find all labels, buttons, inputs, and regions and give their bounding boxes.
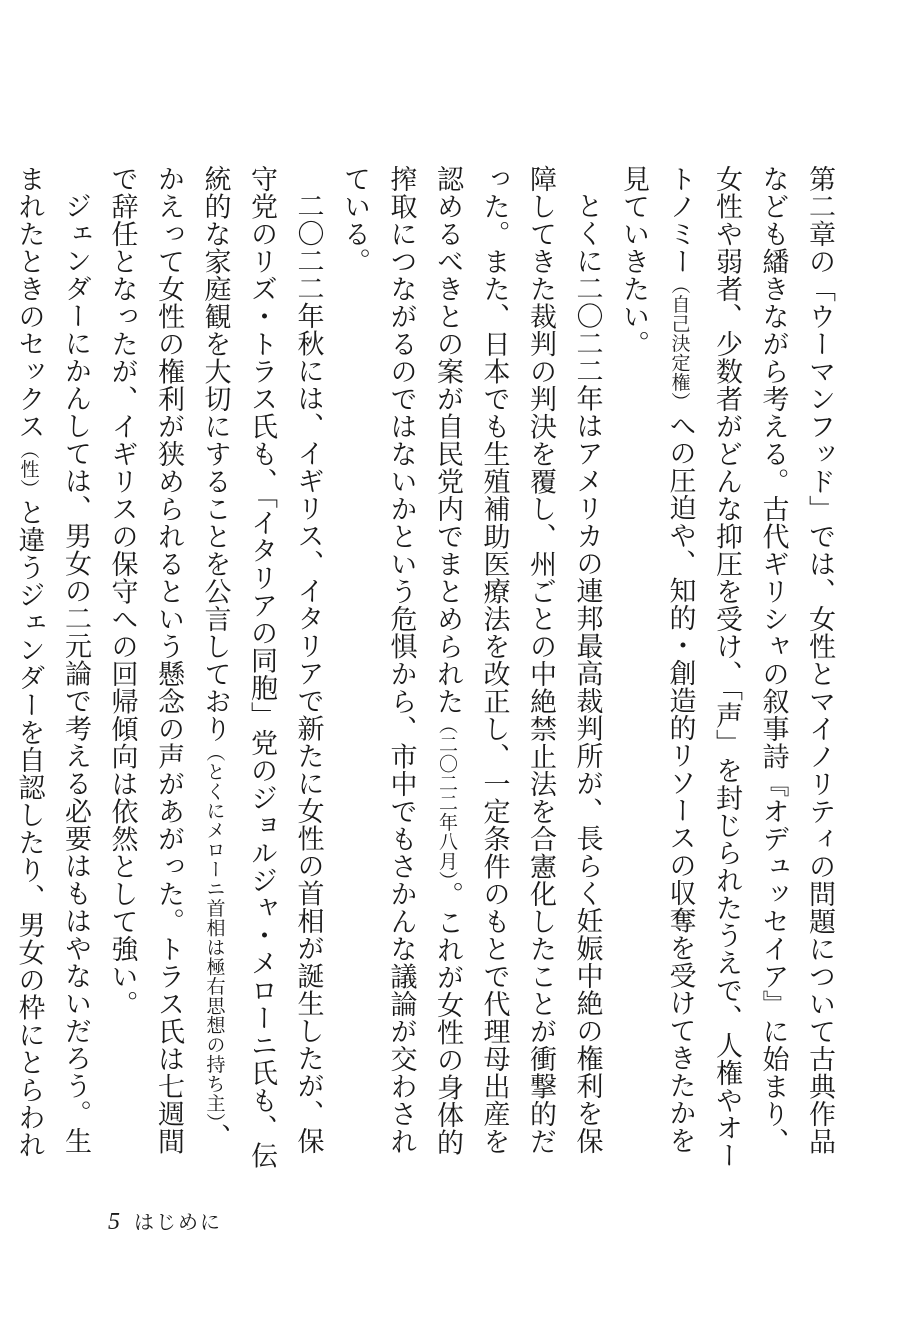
main-text-body bbox=[13, 165, 842, 1175]
text-segment: への圧迫や、知的・創造的リソースの収奪を受けてきたかを見ていきたい。 bbox=[618, 165, 696, 1154]
section-title: はじめに bbox=[134, 1210, 222, 1234]
inline-note: （自己決定権） bbox=[668, 275, 691, 412]
page-number: 5 bbox=[108, 1209, 120, 1235]
text-segment: と違うジェンダーを自認したり、男女の枠にとらわれ bbox=[13, 498, 45, 1159]
inline-note: （性） bbox=[17, 440, 40, 499]
inline-note: （とくにメローニ首相は極右思想の持ち主） bbox=[203, 742, 226, 1123]
text-segment: 二〇二二年秋には、イギリス、イタリアで新たに女性の首相が誕生したが、保守党のリズ・トラス氏も、「イタリアの同胞」党のジョルジャ・メローニ氏も、伝統的な家庭観を大切にすることを公言しており bbox=[199, 165, 324, 1169]
text-segment: 、かえって女性の権利が狭められるという懸念の声があがった。トラス氏は七週間で辞任となったが、イギリスの保守への回帰傾向は依然として強い。 bbox=[106, 165, 231, 1155]
paragraph bbox=[98, 165, 331, 1175]
paragraph bbox=[0, 165, 98, 1175]
paragraph bbox=[610, 165, 843, 1175]
text-segment: 。これが女性の身体的搾取につながるのではないかという危惧から、市中でもさかんな議論が交わされている。 bbox=[339, 165, 463, 1156]
paragraph bbox=[331, 165, 610, 1175]
text-segment: とくに二〇二二年はアメリカの連邦最高裁判所が、長らく妊娠中絶の権利を保障してきた裁判の判決を覆し、州ごとの中絶禁止法を合憲化したことが衝撃的だった。また、日本でも生殖補助医療法を改正し、一定条件のもとで代理母出産を認めるべきとの案が自民党内でまとめられた bbox=[432, 165, 603, 1155]
text-segment: ジェンダーにかんしては、男女の二元論で考える必要はもはやないだろう。生まれたときのセックス bbox=[13, 165, 91, 1155]
text-segment: 第二章の「ウーマンフッド」では、女性とマイノリティの問題について古典作品なども繙きながら考える。古代ギリシャの叙事詩『オデュッセイア』に始まり、女性や弱者、少数者がどんな抑圧を受け、「声」を封じられたうえで、人権やオートノミー bbox=[664, 165, 835, 1169]
page-footer bbox=[108, 1206, 222, 1236]
inline-note: （二〇二二年八月） bbox=[436, 715, 458, 881]
